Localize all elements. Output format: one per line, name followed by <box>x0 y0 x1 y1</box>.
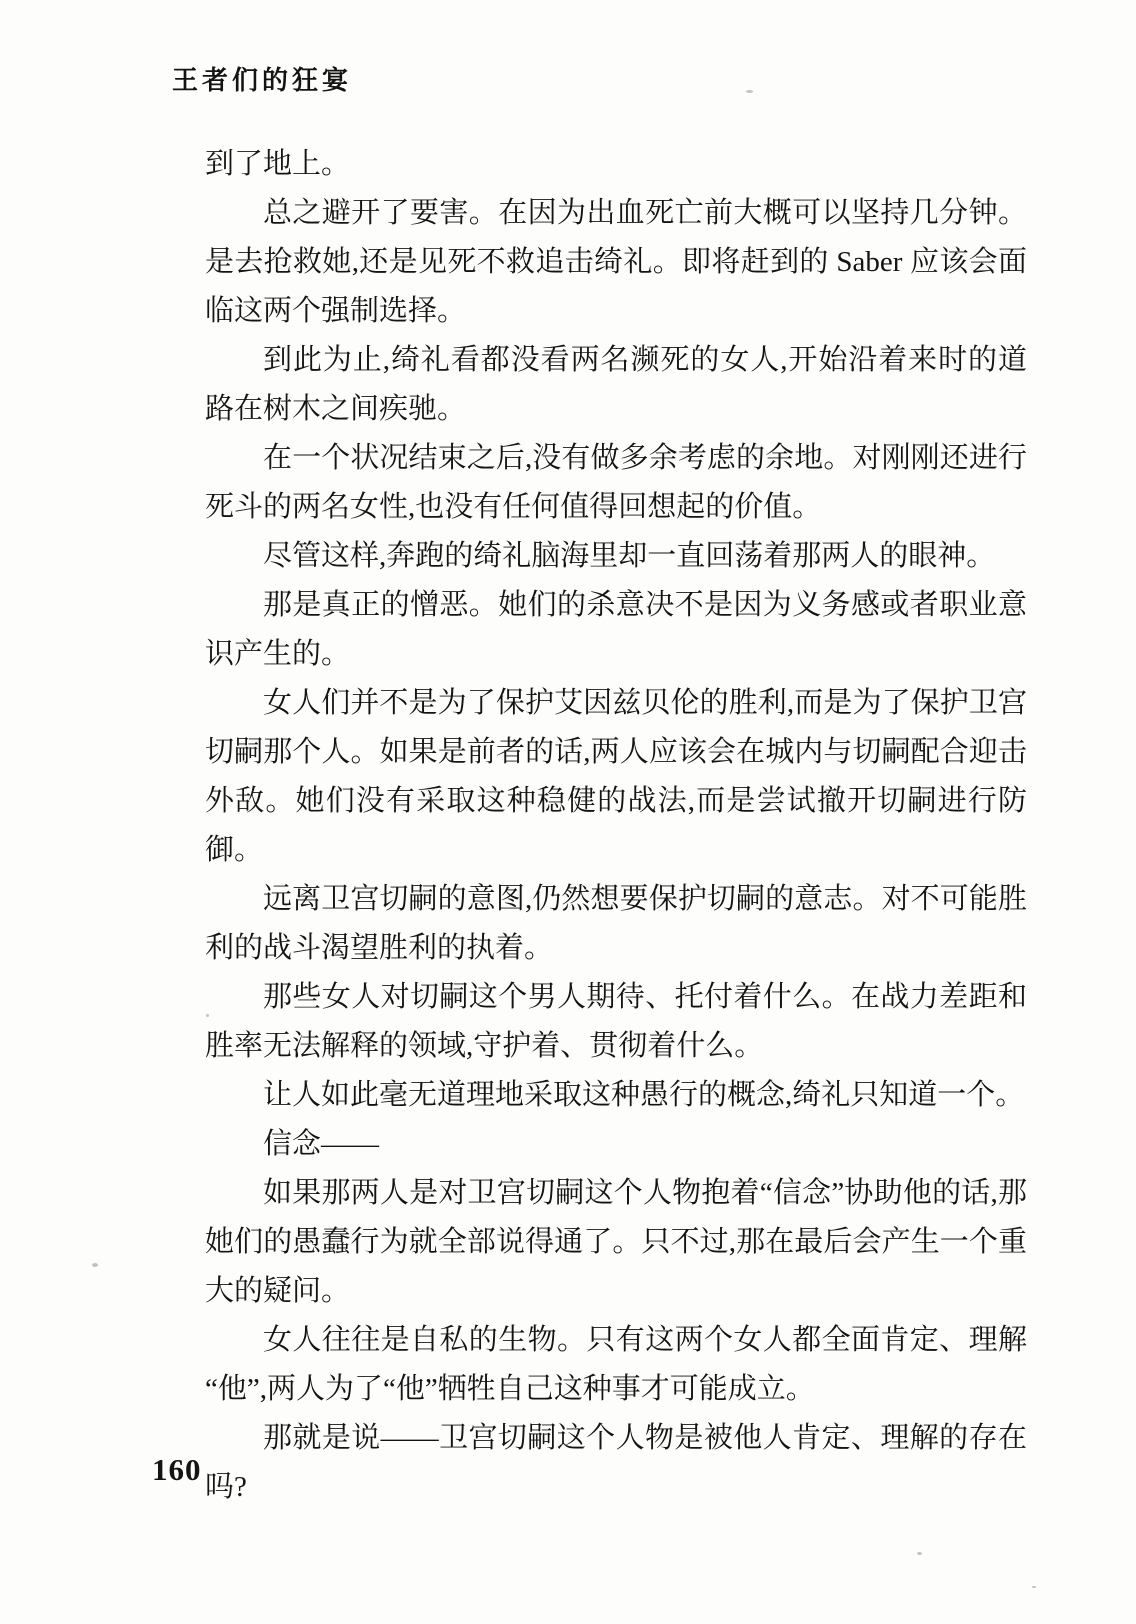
paragraph: 那是真正的憎恶。她们的杀意决不是因为义务感或者职业意识产生的。 <box>205 589 1027 670</box>
paragraph: 到了地上。 <box>205 148 351 180</box>
paragraph: 到此为止,绮礼看都没看两名濒死的女人,开始沿着来时的道路在树木之间疾驰。 <box>205 344 1027 425</box>
page-number: 160 <box>152 1452 202 1487</box>
scan-speck <box>206 1014 209 1017</box>
body-text <box>205 140 1027 1512</box>
paragraph: 那就是说——卫宫切嗣这个人物是被他人肯定、理解的存在吗? <box>205 1422 1027 1503</box>
scan-speck <box>917 1552 922 1555</box>
paragraph: 女人往往是自私的生物。只有这两个女人都全面肯定、理解“他”,两人为了“他”牺牲自己这种事才可能成立。 <box>205 1324 1027 1405</box>
paragraph: 总之避开了要害。在因为出血死亡前大概可以坚持几分钟。是去抢救她,还是见死不救追击绮礼。即将赶到的 Saber 应该会面临这两个强制选择。 <box>205 197 1027 327</box>
paragraph: 让人如此毫无道理地采取这种愚行的概念,绮礼只知道一个。 <box>263 1079 1025 1111</box>
scan-speck <box>1032 1586 1036 1588</box>
paragraph: 信念—— <box>263 1128 380 1160</box>
paragraph: 如果那两人是对卫宫切嗣这个人物抱着“信念”协助他的话,那她们的愚蠢行为就全部说得通了。只不过,那在最后会产生一个重大的疑问。 <box>205 1177 1027 1307</box>
paragraph: 远离卫宫切嗣的意图,仍然想要保护切嗣的意志。对不可能胜利的战斗渴望胜利的执着。 <box>205 883 1027 964</box>
scan-speck <box>92 1263 98 1267</box>
paragraph: 尽管这样,奔跑的绮礼脑海里却一直回荡着那两人的眼神。 <box>263 540 996 572</box>
running-header: 王者们的狂宴 <box>172 66 353 95</box>
paragraph: 那些女人对切嗣这个男人期待、托付着什么。在战力差距和胜率无法解释的领域,守护着、贯彻着什么。 <box>205 981 1027 1062</box>
paragraph: 女人们并不是为了保护艾因兹贝伦的胜利,而是为了保护卫宫切嗣那个人。如果是前者的话,两人应该会在城内与切嗣配合迎击外敌。她们没有采取这种稳健的战法,而是尝试撤开切嗣进行防御。 <box>205 687 1027 866</box>
scan-speck <box>746 90 753 93</box>
paragraph: 在一个状况结束之后,没有做多余考虑的余地。对刚刚还进行死斗的两名女性,也没有任何值得回想起的价值。 <box>205 442 1027 523</box>
